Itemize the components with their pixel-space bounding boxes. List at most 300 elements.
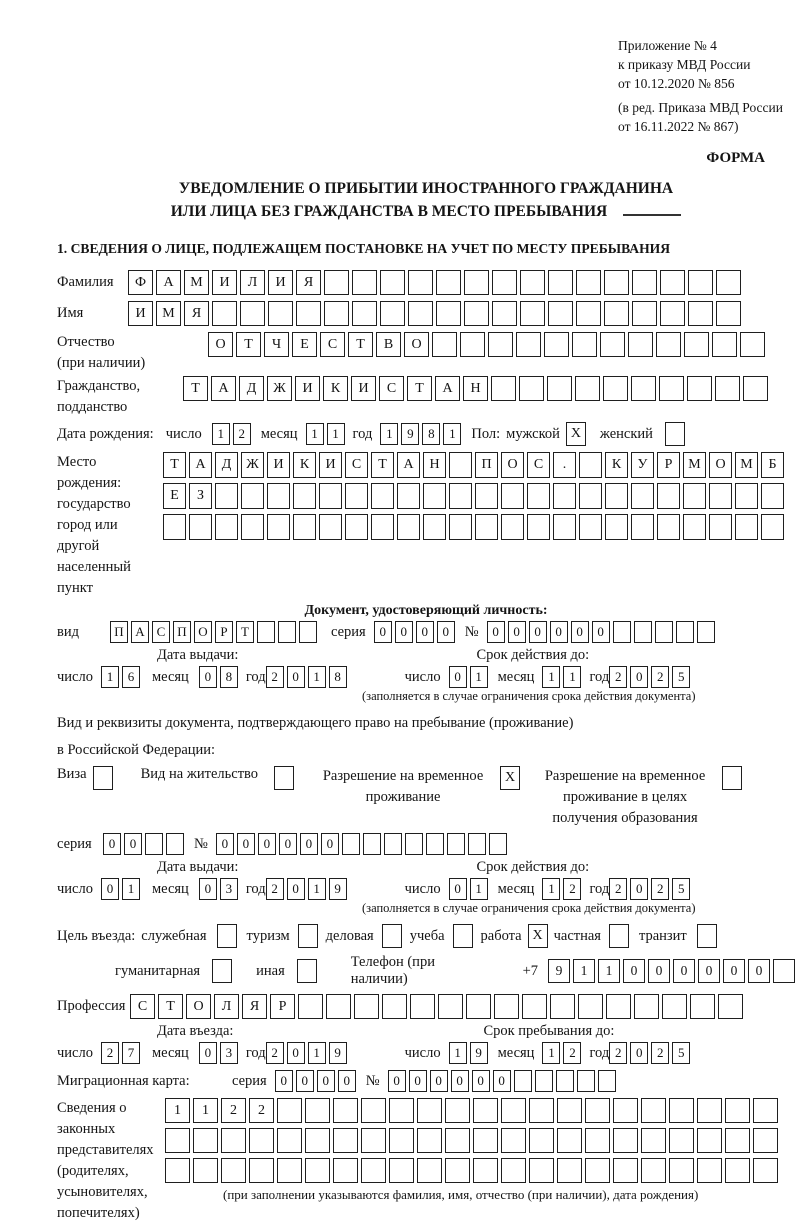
form-cell[interactable] [345, 483, 368, 509]
form-cell[interactable] [389, 1128, 414, 1153]
form-cell[interactable]: 0 [395, 621, 413, 643]
form-cell[interactable] [585, 1158, 610, 1183]
form-cell[interactable]: 3 [220, 878, 238, 900]
form-cell[interactable] [514, 1070, 532, 1092]
form-cell[interactable]: X [566, 422, 586, 446]
form-cell[interactable] [319, 514, 342, 540]
form-cell[interactable]: 0 [296, 1070, 314, 1092]
form-cell[interactable] [389, 1158, 414, 1183]
form-cell[interactable]: З [189, 483, 212, 509]
form-cell[interactable] [361, 1098, 386, 1123]
form-cell[interactable] [449, 483, 472, 509]
form-cell[interactable] [438, 994, 463, 1019]
permit-issue-day-field[interactable] [101, 878, 140, 900]
form-cell[interactable]: 1 [306, 423, 324, 445]
form-cell[interactable] [297, 959, 317, 983]
form-cell[interactable] [468, 833, 486, 855]
form-cell[interactable] [410, 994, 435, 1019]
form-cell[interactable] [576, 301, 601, 326]
form-cell[interactable] [557, 1098, 582, 1123]
form-cell[interactable]: Р [657, 452, 680, 478]
form-cell[interactable] [277, 1158, 302, 1183]
form-cell[interactable] [215, 483, 238, 509]
name-field[interactable] [128, 301, 741, 326]
form-cell[interactable]: Т [236, 621, 254, 643]
form-cell[interactable] [299, 621, 317, 643]
form-cell[interactable]: Д [215, 452, 238, 478]
form-cell[interactable]: 0 [529, 621, 547, 643]
form-cell[interactable]: 2 [651, 878, 669, 900]
form-cell[interactable] [298, 924, 318, 948]
form-cell[interactable] [492, 270, 517, 295]
entry-month-field[interactable] [199, 1042, 238, 1064]
form-cell[interactable]: 2 [249, 1098, 274, 1123]
form-cell[interactable]: 0 [472, 1070, 490, 1092]
form-cell[interactable]: 1 [380, 423, 398, 445]
form-cell[interactable]: Н [423, 452, 446, 478]
form-cell[interactable] [609, 924, 629, 948]
form-cell[interactable]: Т [163, 452, 186, 478]
permit-valid-day-field[interactable] [449, 878, 488, 900]
purpose-humanitarian-checkbox[interactable] [212, 959, 232, 983]
form-cell[interactable]: И [212, 270, 237, 295]
form-cell[interactable] [449, 452, 472, 478]
form-cell[interactable] [544, 332, 569, 357]
form-cell[interactable] [605, 514, 628, 540]
form-cell[interactable] [634, 994, 659, 1019]
form-cell[interactable]: 9 [401, 423, 419, 445]
form-cell[interactable] [221, 1158, 246, 1183]
form-cell[interactable]: 0 [630, 1042, 648, 1064]
form-cell[interactable]: К [605, 452, 628, 478]
form-cell[interactable]: 2 [609, 666, 627, 688]
form-cell[interactable]: 2 [221, 1098, 246, 1123]
form-cell[interactable] [547, 376, 572, 401]
stay-year-field[interactable] [609, 1042, 690, 1064]
form-cell[interactable] [221, 1128, 246, 1153]
form-cell[interactable] [660, 270, 685, 295]
form-cell[interactable] [215, 514, 238, 540]
form-cell[interactable] [501, 1098, 526, 1123]
form-cell[interactable]: 0 [416, 621, 434, 643]
form-cell[interactable] [267, 514, 290, 540]
form-cell[interactable] [632, 301, 657, 326]
form-cell[interactable]: 2 [233, 423, 251, 445]
form-cell[interactable]: И [268, 270, 293, 295]
form-cell[interactable] [436, 301, 461, 326]
form-cell[interactable] [296, 301, 321, 326]
form-cell[interactable]: 9 [329, 878, 347, 900]
form-cell[interactable]: 1 [470, 878, 488, 900]
birth-year-field[interactable] [380, 423, 461, 445]
form-cell[interactable] [447, 833, 465, 855]
form-cell[interactable] [293, 483, 316, 509]
id-valid-month-field[interactable] [542, 666, 581, 688]
form-cell[interactable] [492, 301, 517, 326]
form-cell[interactable] [709, 483, 732, 509]
form-cell[interactable] [519, 376, 544, 401]
form-cell[interactable] [305, 1128, 330, 1153]
form-cell[interactable] [423, 483, 446, 509]
form-cell[interactable]: 0 [287, 878, 305, 900]
form-cell[interactable] [426, 833, 444, 855]
citizenship-field[interactable] [183, 376, 768, 401]
form-cell[interactable] [725, 1098, 750, 1123]
form-cell[interactable] [249, 1128, 274, 1153]
form-cell[interactable]: Я [242, 994, 267, 1019]
form-cell[interactable] [417, 1098, 442, 1123]
form-cell[interactable] [761, 514, 784, 540]
form-cell[interactable]: 0 [437, 621, 455, 643]
form-cell[interactable]: У [631, 452, 654, 478]
form-cell[interactable]: 1 [212, 423, 230, 445]
form-cell[interactable]: И [267, 452, 290, 478]
form-cell[interactable]: А [131, 621, 149, 643]
form-cell[interactable] [354, 994, 379, 1019]
form-cell[interactable] [445, 1128, 470, 1153]
form-cell[interactable] [522, 994, 547, 1019]
purpose-business-checkbox[interactable] [382, 924, 402, 948]
form-cell[interactable]: 8 [329, 666, 347, 688]
form-cell[interactable] [475, 514, 498, 540]
form-cell[interactable] [501, 514, 524, 540]
form-cell[interactable] [655, 621, 673, 643]
form-cell[interactable]: 1 [308, 1042, 326, 1064]
form-cell[interactable] [324, 301, 349, 326]
form-cell[interactable] [241, 514, 264, 540]
form-cell[interactable]: Т [348, 332, 373, 357]
form-cell[interactable] [529, 1128, 554, 1153]
representatives-field-row3[interactable] [165, 1158, 778, 1183]
form-cell[interactable]: И [128, 301, 153, 326]
form-cell[interactable]: 1 [443, 423, 461, 445]
form-cell[interactable] [193, 1128, 218, 1153]
form-cell[interactable] [460, 332, 485, 357]
form-cell[interactable]: М [735, 452, 758, 478]
form-cell[interactable] [319, 483, 342, 509]
form-cell[interactable] [363, 833, 381, 855]
form-cell[interactable]: 1 [542, 1042, 560, 1064]
form-cell[interactable]: 1 [308, 878, 326, 900]
form-cell[interactable] [743, 376, 768, 401]
form-cell[interactable] [408, 270, 433, 295]
form-cell[interactable]: А [156, 270, 181, 295]
phone-field[interactable] [548, 959, 795, 983]
form-cell[interactable] [665, 422, 685, 446]
form-cell[interactable]: А [211, 376, 236, 401]
form-cell[interactable]: Я [296, 270, 321, 295]
form-cell[interactable] [548, 301, 573, 326]
form-cell[interactable] [735, 514, 758, 540]
form-cell[interactable]: 0 [487, 621, 505, 643]
form-cell[interactable]: 7 [122, 1042, 140, 1064]
sex-male-checkbox[interactable] [566, 422, 586, 446]
form-cell[interactable]: Т [407, 376, 432, 401]
form-cell[interactable] [527, 483, 550, 509]
form-cell[interactable] [277, 1098, 302, 1123]
form-cell[interactable]: 0 [630, 878, 648, 900]
form-cell[interactable] [628, 332, 653, 357]
form-cell[interactable] [405, 833, 423, 855]
form-cell[interactable] [697, 924, 717, 948]
form-cell[interactable] [553, 514, 576, 540]
form-cell[interactable]: X [528, 924, 548, 948]
form-cell[interactable] [605, 483, 628, 509]
form-cell[interactable]: А [435, 376, 460, 401]
form-cell[interactable] [436, 270, 461, 295]
form-cell[interactable] [550, 994, 575, 1019]
id-issue-day-field[interactable] [101, 666, 140, 688]
form-cell[interactable]: 5 [672, 878, 690, 900]
purpose-other-checkbox[interactable] [297, 959, 317, 983]
form-cell[interactable] [669, 1128, 694, 1153]
form-cell[interactable]: 0 [723, 959, 745, 983]
form-cell[interactable]: 1 [101, 666, 119, 688]
stay-day-field[interactable] [449, 1042, 488, 1064]
form-cell[interactable] [688, 270, 713, 295]
permit-series-field[interactable] [103, 833, 184, 855]
form-cell[interactable]: 1 [308, 666, 326, 688]
representatives-field-row1[interactable] [165, 1098, 778, 1123]
entry-day-field[interactable] [101, 1042, 140, 1064]
form-cell[interactable] [324, 270, 349, 295]
form-cell[interactable] [145, 833, 163, 855]
form-cell[interactable]: 9 [329, 1042, 347, 1064]
form-cell[interactable]: 1 [542, 666, 560, 688]
form-cell[interactable]: 0 [698, 959, 720, 983]
form-cell[interactable]: 2 [101, 1042, 119, 1064]
form-cell[interactable] [342, 833, 360, 855]
form-cell[interactable]: 0 [300, 833, 318, 855]
form-cell[interactable] [445, 1098, 470, 1123]
form-cell[interactable] [613, 1098, 638, 1123]
form-cell[interactable]: 0 [199, 1042, 217, 1064]
form-cell[interactable] [660, 301, 685, 326]
form-cell[interactable]: И [295, 376, 320, 401]
form-cell[interactable]: 0 [673, 959, 695, 983]
migration-number-field[interactable] [388, 1070, 616, 1092]
form-cell[interactable] [165, 1128, 190, 1153]
form-cell[interactable] [445, 1158, 470, 1183]
form-cell[interactable]: 2 [563, 878, 581, 900]
form-cell[interactable] [604, 270, 629, 295]
form-cell[interactable]: Т [183, 376, 208, 401]
form-cell[interactable]: 2 [609, 1042, 627, 1064]
form-cell[interactable]: Н [463, 376, 488, 401]
form-cell[interactable] [193, 1158, 218, 1183]
form-cell[interactable] [333, 1098, 358, 1123]
form-cell[interactable]: Ж [241, 452, 264, 478]
birthplace-field-row2[interactable] [163, 483, 784, 509]
form-cell[interactable]: А [189, 452, 212, 478]
form-cell[interactable] [773, 959, 795, 983]
birth-day-field[interactable] [212, 423, 251, 445]
id-valid-day-field[interactable] [449, 666, 488, 688]
form-cell[interactable]: 6 [122, 666, 140, 688]
form-cell[interactable] [579, 514, 602, 540]
form-cell[interactable] [371, 483, 394, 509]
form-cell[interactable] [579, 483, 602, 509]
birthplace-field-row1[interactable] [163, 452, 784, 478]
form-cell[interactable] [333, 1158, 358, 1183]
form-cell[interactable]: 8 [422, 423, 440, 445]
form-cell[interactable] [333, 1128, 358, 1153]
form-cell[interactable]: 0 [216, 833, 234, 855]
id-valid-year-field[interactable] [609, 666, 690, 688]
birth-month-field[interactable] [306, 423, 345, 445]
form-cell[interactable]: 2 [266, 1042, 284, 1064]
form-cell[interactable] [189, 514, 212, 540]
id-number-field[interactable] [487, 621, 715, 643]
form-cell[interactable] [576, 270, 601, 295]
form-cell[interactable]: 0 [101, 878, 119, 900]
form-cell[interactable] [166, 833, 184, 855]
sex-female-checkbox[interactable] [665, 422, 685, 446]
form-cell[interactable] [371, 514, 394, 540]
form-cell[interactable] [212, 959, 232, 983]
form-cell[interactable]: Л [214, 994, 239, 1019]
form-cell[interactable]: 0 [592, 621, 610, 643]
form-cell[interactable] [473, 1128, 498, 1153]
form-cell[interactable]: П [173, 621, 191, 643]
form-cell[interactable]: 1 [449, 1042, 467, 1064]
form-cell[interactable]: О [404, 332, 429, 357]
form-cell[interactable] [520, 270, 545, 295]
form-cell[interactable]: Ч [264, 332, 289, 357]
form-cell[interactable] [604, 301, 629, 326]
form-cell[interactable] [464, 301, 489, 326]
form-cell[interactable]: 1 [598, 959, 620, 983]
form-cell[interactable] [725, 1158, 750, 1183]
form-cell[interactable] [241, 483, 264, 509]
form-cell[interactable] [662, 994, 687, 1019]
form-cell[interactable]: Б [761, 452, 784, 478]
form-cell[interactable]: 0 [493, 1070, 511, 1092]
form-cell[interactable]: 9 [548, 959, 570, 983]
form-cell[interactable] [641, 1128, 666, 1153]
form-cell[interactable] [697, 1128, 722, 1153]
form-cell[interactable] [718, 994, 743, 1019]
form-cell[interactable] [529, 1098, 554, 1123]
form-cell[interactable] [432, 332, 457, 357]
form-cell[interactable] [669, 1158, 694, 1183]
form-cell[interactable] [735, 483, 758, 509]
form-cell[interactable] [585, 1128, 610, 1153]
form-cell[interactable] [557, 1158, 582, 1183]
form-cell[interactable] [632, 270, 657, 295]
form-cell[interactable] [305, 1098, 330, 1123]
form-cell[interactable]: И [319, 452, 342, 478]
stay-month-field[interactable] [542, 1042, 581, 1064]
form-cell[interactable] [577, 1070, 595, 1092]
edu-permit-checkbox[interactable] [722, 766, 742, 790]
form-cell[interactable] [423, 514, 446, 540]
form-cell[interactable] [641, 1098, 666, 1123]
form-cell[interactable] [740, 332, 765, 357]
form-cell[interactable] [557, 1128, 582, 1153]
form-cell[interactable] [516, 332, 541, 357]
form-cell[interactable]: Р [215, 621, 233, 643]
form-cell[interactable] [716, 270, 741, 295]
form-cell[interactable] [464, 270, 489, 295]
form-cell[interactable]: 0 [449, 878, 467, 900]
form-cell[interactable]: О [186, 994, 211, 1019]
form-cell[interactable] [473, 1098, 498, 1123]
purpose-transit-checkbox[interactable] [697, 924, 717, 948]
form-cell[interactable] [613, 1158, 638, 1183]
form-cell[interactable] [634, 621, 652, 643]
form-cell[interactable] [277, 1128, 302, 1153]
form-cell[interactable] [631, 376, 656, 401]
form-cell[interactable] [453, 924, 473, 948]
form-cell[interactable] [274, 766, 294, 790]
form-cell[interactable]: 1 [193, 1098, 218, 1123]
form-cell[interactable] [212, 301, 237, 326]
form-cell[interactable]: С [130, 994, 155, 1019]
form-cell[interactable]: 2 [651, 666, 669, 688]
id-type-field[interactable] [110, 621, 317, 643]
patronymic-field[interactable] [208, 332, 765, 357]
form-cell[interactable]: Ж [267, 376, 292, 401]
form-cell[interactable]: 8 [220, 666, 238, 688]
form-cell[interactable] [397, 483, 420, 509]
form-cell[interactable] [683, 514, 706, 540]
form-cell[interactable] [267, 483, 290, 509]
form-cell[interactable] [361, 1128, 386, 1153]
form-cell[interactable] [631, 483, 654, 509]
form-cell[interactable]: 0 [275, 1070, 293, 1092]
form-cell[interactable]: 1 [165, 1098, 190, 1123]
form-cell[interactable] [585, 1098, 610, 1123]
form-cell[interactable]: 1 [542, 878, 560, 900]
form-cell[interactable]: О [194, 621, 212, 643]
id-series-field[interactable] [374, 621, 455, 643]
form-cell[interactable] [709, 514, 732, 540]
form-cell[interactable]: 0 [317, 1070, 335, 1092]
form-cell[interactable]: К [293, 452, 316, 478]
purpose-private-checkbox[interactable] [609, 924, 629, 948]
form-cell[interactable]: Е [292, 332, 317, 357]
form-cell[interactable] [676, 621, 694, 643]
form-cell[interactable]: С [527, 452, 550, 478]
form-cell[interactable]: Л [240, 270, 265, 295]
form-cell[interactable] [408, 301, 433, 326]
form-cell[interactable]: 0 [199, 878, 217, 900]
form-cell[interactable]: О [501, 452, 524, 478]
form-cell[interactable] [417, 1158, 442, 1183]
form-cell[interactable] [598, 1070, 616, 1092]
form-cell[interactable] [417, 1128, 442, 1153]
form-cell[interactable] [578, 994, 603, 1019]
form-cell[interactable]: В [376, 332, 401, 357]
form-cell[interactable]: 3 [220, 1042, 238, 1064]
form-cell[interactable]: 1 [563, 666, 581, 688]
form-cell[interactable]: 0 [237, 833, 255, 855]
surname-field[interactable] [128, 270, 741, 295]
form-cell[interactable] [641, 1158, 666, 1183]
form-cell[interactable] [529, 1158, 554, 1183]
form-cell[interactable] [572, 332, 597, 357]
form-cell[interactable] [659, 376, 684, 401]
visa-checkbox[interactable] [93, 766, 113, 790]
form-cell[interactable]: Т [236, 332, 261, 357]
form-cell[interactable] [305, 1158, 330, 1183]
form-cell[interactable]: 2 [609, 878, 627, 900]
form-cell[interactable]: 0 [374, 621, 392, 643]
purpose-tourism-checkbox[interactable] [298, 924, 318, 948]
form-cell[interactable] [352, 301, 377, 326]
form-cell[interactable]: 5 [672, 666, 690, 688]
